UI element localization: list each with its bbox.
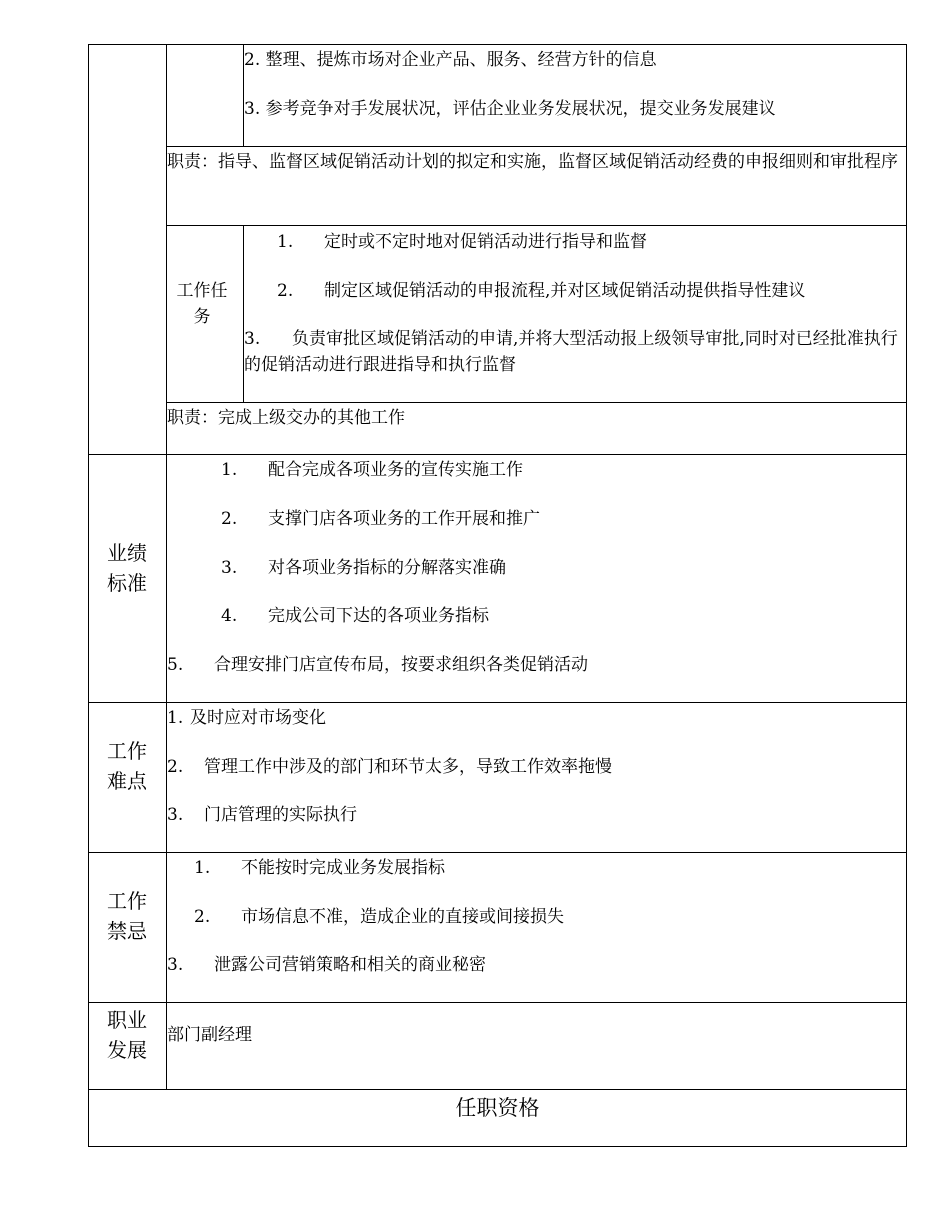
row-divider [88, 454, 907, 455]
taboo-item [194, 904, 564, 930]
item-num: 5. [167, 655, 184, 675]
performance-item [221, 603, 489, 629]
task-item-1 [277, 229, 647, 255]
row-divider [88, 702, 907, 703]
item-num: 1. [167, 708, 184, 728]
item-num: 3. [221, 558, 238, 578]
career-label: 职业发展 [107, 1008, 147, 1062]
job-description-table [88, 44, 907, 1147]
qualification-title: 任职资格 [455, 1096, 540, 1120]
taboos-label: 工作禁忌 [107, 889, 147, 943]
task-num: 2. [277, 281, 294, 301]
task-num: 3. [244, 329, 261, 349]
item-text: 对各项业务指标的分解落实准确 [268, 558, 506, 578]
row-divider [166, 146, 907, 147]
row-divider [166, 402, 907, 403]
item-text: 完成公司下达的各项业务指标 [268, 606, 489, 626]
item-text: 门店管理的实际执行 [204, 805, 357, 825]
item-num: 2. [194, 907, 211, 927]
duty-1: 职责：指导、监督区域促销活动计划的拟定和实施，监督区域促销活动经费的申报细则和审批程序 [167, 152, 898, 172]
task-item-2 [277, 278, 805, 304]
item-num: 3. [167, 805, 184, 825]
row-divider [88, 852, 907, 853]
task-text: 制定区域促销活动的申报流程,并对区域促销活动提供指导性建议 [324, 281, 806, 301]
task-text: 定时或不定时地对促销活动进行指导和监督 [324, 232, 647, 252]
item-text: 泄露公司营销策略和相关的商业秘密 [214, 955, 486, 975]
task-num: 1. [277, 232, 294, 252]
item-text: 配合完成各项业务的宣传实施工作 [268, 460, 523, 480]
performance-item [221, 457, 523, 483]
top-item-2: 2. 整理、提炼市场对企业产品、服务、经营方针的信息 [244, 50, 657, 70]
item-text: 不能按时完成业务发展指标 [241, 858, 445, 878]
item-text: 及时应对市场变化 [190, 708, 326, 728]
item-text: 支撑门店各项业务的工作开展和推广 [268, 509, 540, 529]
row-divider [88, 1002, 907, 1003]
task-label: 工作任务 [176, 281, 228, 327]
difficulties-label: 工作难点 [107, 739, 147, 793]
career-value: 部门副经理 [167, 1025, 252, 1045]
item-text: 管理工作中涉及的部门和环节太多，导致工作效率拖慢 [204, 757, 612, 777]
performance-item [221, 555, 506, 581]
difficulty-item [167, 754, 612, 780]
duty-2: 职责：完成上级交办的其他工作 [167, 408, 405, 428]
task-item-3 [244, 326, 904, 378]
item-text: 合理安排门店宣传布局，按要求组织各类促销活动 [214, 655, 588, 675]
item-num: 4. [221, 606, 238, 626]
item-num: 1. [221, 460, 238, 480]
difficulty-item [167, 705, 326, 731]
item-num: 1. [194, 858, 211, 878]
performance-item [167, 652, 588, 678]
performance-item [221, 506, 540, 532]
top-item-3: 3. 参考竞争对手发展状况，评估企业业务发展状况，提交业务发展建议 [244, 99, 776, 119]
row-divider [88, 1089, 907, 1090]
performance-label: 业绩标准 [107, 541, 147, 595]
item-num: 2. [167, 757, 184, 777]
item-text: 市场信息不准，造成企业的直接或间接损失 [241, 907, 564, 927]
item-num: 2. [221, 509, 238, 529]
column-divider [166, 44, 167, 1090]
difficulty-item [167, 802, 357, 828]
item-num: 3. [167, 955, 184, 975]
row-divider [166, 225, 907, 226]
task-text: 负责审批区域促销活动的申请,并将大型活动报上级领导审批,同时对已经批准执行的促销活动进行跟进指导和执行监督 [244, 329, 898, 375]
taboo-item [167, 952, 486, 978]
taboo-item [194, 855, 445, 881]
